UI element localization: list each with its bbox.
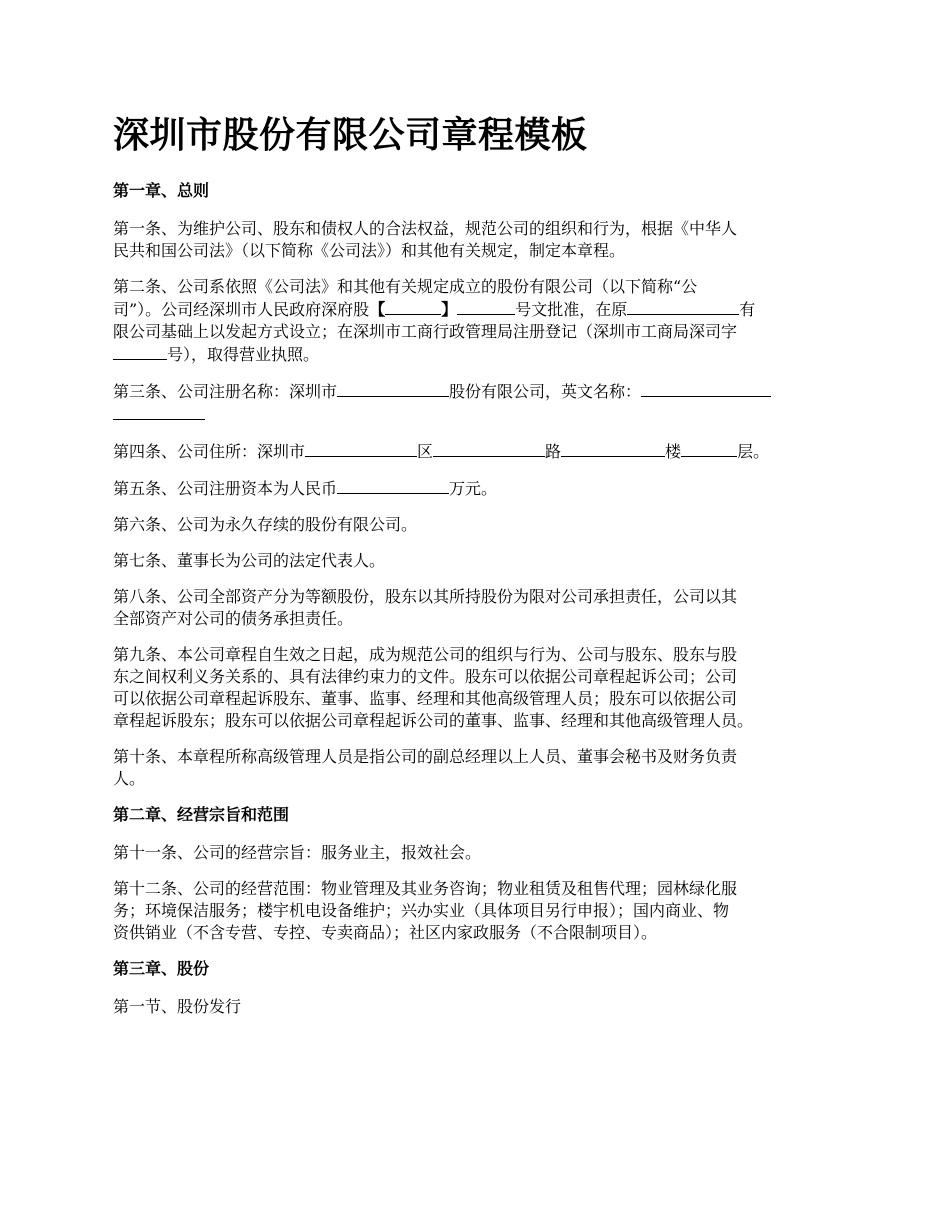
- blank-field-road[interactable]: [433, 440, 545, 457]
- article-2-line-3: 限公司基础上以发起方式设立；在深圳市工商行政管理局注册登记（深圳市工商局深司字: [113, 322, 738, 341]
- article-2-text-e: 有: [739, 300, 756, 319]
- article-1: [113, 218, 853, 262]
- article-3-text-b: 股份有限公司，英文名称：: [449, 382, 642, 401]
- article-4: [113, 440, 853, 463]
- article-4-text-e: 层。: [737, 442, 770, 461]
- article-3-text-a: 第三条、公司注册名称：深圳市: [113, 382, 338, 401]
- chapter-3-heading: 第三章、股份: [113, 959, 210, 978]
- article-8: [113, 586, 853, 630]
- article-2-line-1: 第二条、公司系依照《公司法》和其他有关规定成立的股份有限公司（以下简称“公: [113, 277, 698, 296]
- article-3-line-1: [113, 380, 853, 403]
- document-title: 深圳市股份有限公司章程模板: [113, 115, 588, 156]
- article-3: [113, 380, 853, 426]
- article-1-line-1: 第一条、为维护公司、股东和债权人的合法权益，规范公司的组织和行为，根据《中华人: [113, 219, 738, 238]
- article-1-line-2: 民共和国公司法》（以下简称《公司法》）和其他有关规定，制定本章程。: [113, 241, 626, 260]
- article-6-line-1: 第六条、公司为永久存续的股份有限公司。: [113, 515, 418, 534]
- blank-field-floor[interactable]: [681, 440, 737, 457]
- article-10-line-2: 人。: [113, 769, 146, 788]
- article-12-line-3: 资供销业（不含专营、专控、专卖商品）；社区内家政服务（不合限制项目）。: [113, 923, 658, 942]
- article-6: [113, 514, 853, 536]
- section-1: [113, 996, 853, 1018]
- article-4-text-a: 第四条、公司住所：深圳市: [113, 442, 306, 461]
- article-2-text-d: 号文批准，在原: [515, 300, 628, 319]
- article-9-line-2: 东之间权利义务关系的、具有法律约束力的文件。股东可以依据公司章程起诉公司；公司: [113, 667, 738, 686]
- blank-field-original-company[interactable]: [627, 298, 739, 315]
- article-2: [113, 276, 853, 366]
- document-page: [113, 112, 853, 1032]
- article-4-text-b: 区: [417, 442, 434, 461]
- article-7: [113, 550, 853, 572]
- article-10: [113, 746, 853, 790]
- blank-field-doc-number[interactable]: [385, 298, 441, 315]
- article-10-line-1: 第十条、本章程所称高级管理人员是指公司的副总经理以上人员、董事会秘书及财务负责: [113, 747, 738, 766]
- article-8-line-2: 全部资产对公司的债务承担责任。: [113, 609, 354, 628]
- article-5-text-a: 第五条、公司注册资本为人民币: [113, 479, 338, 498]
- article-9: [113, 644, 853, 732]
- article-2-line-4: [113, 343, 853, 366]
- section-1-line-1: 第一节、股份发行: [113, 997, 242, 1016]
- article-5-text-b: 万元。: [449, 479, 498, 498]
- blank-field-doc-serial[interactable]: [457, 298, 515, 315]
- article-9-line-1: 第九条、本公司章程自生效之日起，成为规范公司的组织与行为、公司与股东、股东与股: [113, 645, 738, 664]
- blank-field-district[interactable]: [305, 440, 417, 457]
- article-2-bracket-close: 】: [441, 300, 458, 319]
- article-2-text-a: 司”）。公司经深圳市人民政府深府股: [113, 300, 370, 319]
- blank-field-building[interactable]: [561, 440, 665, 457]
- article-12-line-1: 第十二条、公司的经营范围：物业管理及其业务咨询；物业租赁及租售代理；园林绿化服: [113, 879, 738, 898]
- article-12: [113, 878, 853, 944]
- blank-field-english-name-2[interactable]: [113, 403, 205, 420]
- article-9-line-4: 章程起诉股东；股东可以依据公司章程起诉公司的董事、监事、经理和其他高级管理人员。: [113, 711, 754, 730]
- article-3-line-2: [113, 403, 853, 426]
- article-5-line-1: [113, 477, 853, 500]
- article-12-line-2: 务；环境保洁服务；楼宇机电设备维护；兴办实业（具体项目另行申报）；国内商业、物: [113, 901, 730, 920]
- article-11: [113, 842, 853, 864]
- blank-field-registration-number[interactable]: [113, 343, 167, 360]
- chapter-1-heading: 第一章、总则: [113, 181, 210, 200]
- article-2-text-f: 号），取得营业执照。: [167, 345, 320, 364]
- article-4-text-d: 楼: [665, 442, 682, 461]
- article-2-line-2: [113, 298, 853, 321]
- article-8-line-1: 第八条、公司全部资产分为等额股份，股东以其所持股份为限对公司承担责任，公司以其: [113, 587, 738, 606]
- chapter-2-heading: 第二章、经营宗旨和范围: [113, 805, 290, 824]
- article-11-line-1: 第十一条、公司的经营宗旨：服务业主，报效社会。: [113, 843, 482, 862]
- article-2-bracket-open: 【: [369, 300, 386, 319]
- article-9-line-3: 可以依据公司章程起诉股东、董事、监事、经理和其他高级管理人员；股东可以依据公司: [113, 689, 738, 708]
- article-4-text-c: 路: [545, 442, 562, 461]
- blank-field-registered-capital[interactable]: [337, 477, 449, 494]
- article-7-line-1: 第七条、董事长为公司的法定代表人。: [113, 551, 386, 570]
- blank-field-company-name[interactable]: [337, 380, 449, 397]
- article-4-line-1: [113, 440, 853, 463]
- blank-field-english-name-1[interactable]: [641, 380, 771, 397]
- article-5: [113, 477, 853, 500]
